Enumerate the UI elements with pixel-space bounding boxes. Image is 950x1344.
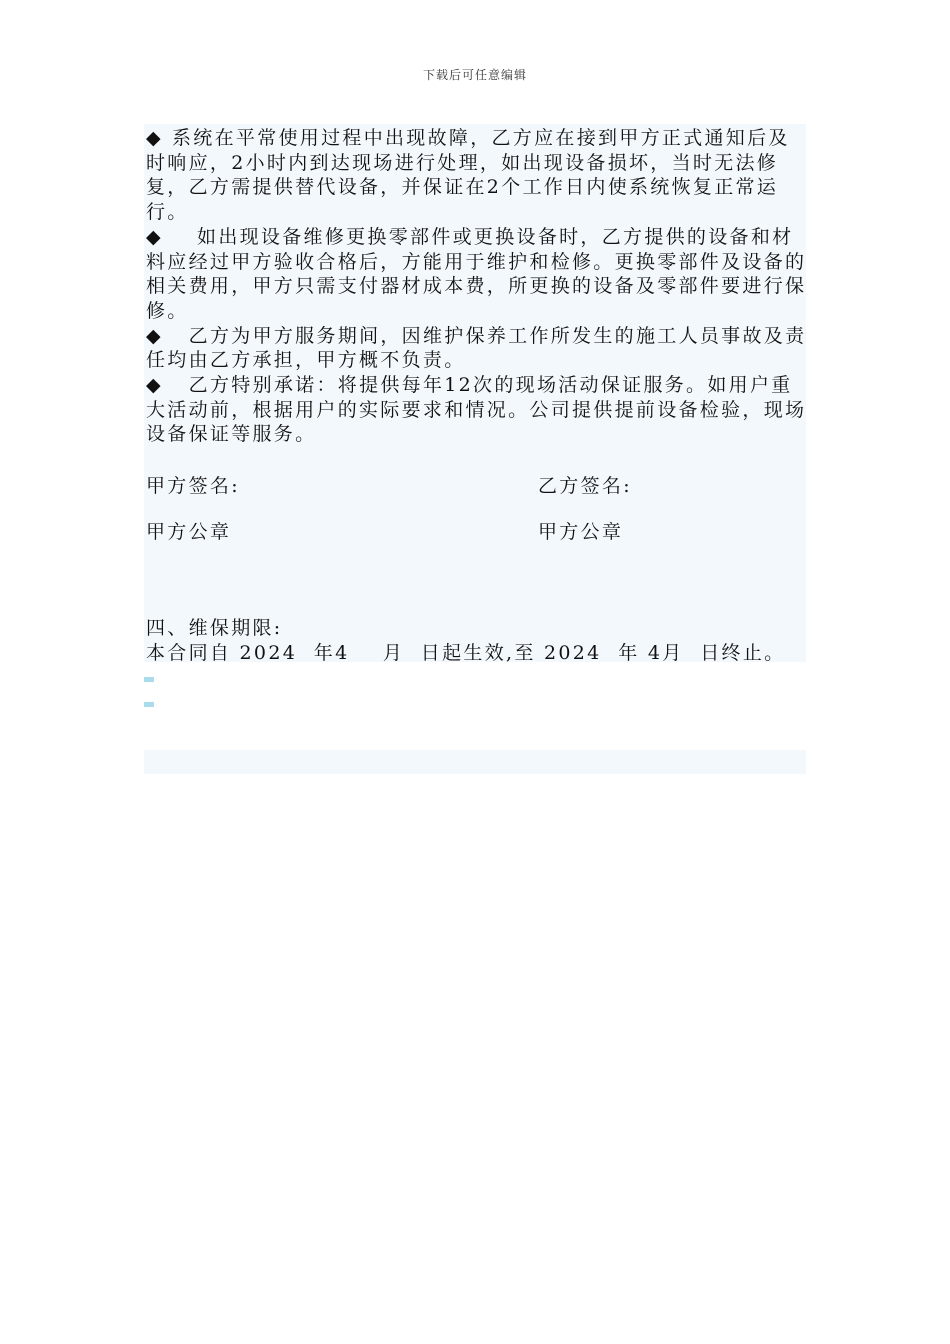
- party-b-seal-label: 甲方公章: [538, 521, 624, 543]
- clause-item-4: [146, 373, 808, 447]
- clause-text: 乙方为甲方服务期间，因维护保养工作所发生的施工人员事故及责任均由乙方承担，甲方概不负责。: [146, 324, 807, 372]
- period-heading: 四、维保期限:: [146, 617, 283, 639]
- clause-list: [146, 126, 808, 447]
- empty-paragraph-marker: [144, 702, 154, 707]
- footer-band: [144, 750, 806, 774]
- clause-item-3: [146, 324, 808, 373]
- party-a-seal-label: 甲方公章: [146, 521, 232, 543]
- diamond-bullet-icon: ◆: [146, 225, 163, 248]
- clause-text: 乙方特别承诺：将提供每年12次的现场活动保证服务。如用户重大活动前，根据用户的实际要求和情况。公司提供提前设备检验，现场设备保证等服务。: [146, 374, 807, 446]
- party-b-signature-label: 乙方签名:: [538, 475, 632, 497]
- party-a-signature-label: 甲方签名:: [146, 475, 240, 497]
- diamond-bullet-icon: ◆: [146, 324, 163, 347]
- diamond-bullet-icon: ◆: [146, 127, 163, 149]
- clause-item-1: [146, 126, 808, 225]
- clause-item-2: [146, 225, 808, 324]
- clause-text: 如出现设备维修更换零部件或更换设备时，乙方提供的设备和材料应经过甲方验收合格后，方能用于维护和检修。更换零部件及设备的相关费用，甲方只需支付器材成本费，所更换的设备及零部件要进行保修。: [146, 225, 807, 322]
- clause-text: 系统在平常使用过程中出现故障，乙方应在接到甲方正式通知后及时响应，2小时内到达现场进行处理，如出现设备损坏，当时无法修复，乙方需提供替代设备，并保证在2个工作日内使系统恢复正常运行。: [146, 127, 790, 224]
- diamond-bullet-icon: ◆: [146, 374, 163, 397]
- download-note: 下载后可任意编辑: [422, 68, 527, 82]
- empty-paragraph-marker: [144, 677, 154, 682]
- period-statement: 本合同自 2024 年4 月 日起生效,至 2024 年 4月 日终止。: [146, 642, 786, 664]
